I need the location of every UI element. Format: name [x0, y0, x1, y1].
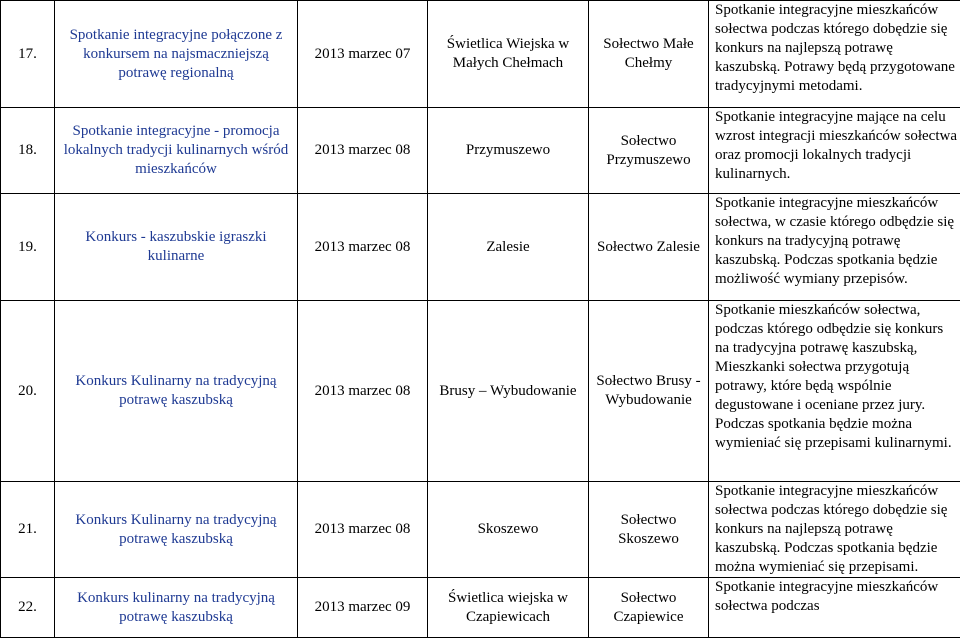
event-date: 2013 marzec 08 — [298, 108, 428, 194]
event-organizer: Sołectwo Zalesie — [589, 194, 709, 301]
event-place: Skoszewo — [428, 482, 589, 578]
table-row — [1, 108, 960, 194]
event-title: Spotkanie integracyjne połączone z konkursem na najsmaczniejszą potrawę regionalną — [55, 1, 298, 108]
event-description: Spotkanie integracyjne mieszkańców sołectwa podczas — [709, 578, 960, 638]
table-row — [1, 578, 960, 638]
row-number: 19. — [1, 194, 55, 301]
table-row — [1, 1, 960, 108]
event-organizer: Sołectwo Brusy - Wybudowanie — [589, 301, 709, 482]
event-organizer: Sołectwo Przymuszewo — [589, 108, 709, 194]
event-description: Spotkanie integracyjne mieszkańców sołectwa, w czasie którego odbędzie się konkurs na tradycyjną potrawę kaszubską. Podczas spotkania będzie możliwość wymiany przepisów. — [709, 194, 960, 301]
event-description: Spotkanie integracyjne mieszkańców sołectwa podczas którego dobędzie się konkurs na najlepszą potrawę kaszubską. Podczas spotkania będzie można wymieniać się przepisami. — [709, 482, 960, 578]
row-number: 20. — [1, 301, 55, 482]
table-row — [1, 482, 960, 578]
event-organizer: Sołectwo Czapiewice — [589, 578, 709, 638]
event-organizer: Sołectwo Małe Chełmy — [589, 1, 709, 108]
event-description: Spotkanie mieszkańców sołectwa, podczas którego odbędzie się konkurs na tradycyjna potrawę kaszubską, Mieszkanki sołectwa przygotują potrawy, które będą wspólnie degustowane i oceniane przez jury. Podczas spotkania będzie można wymieniać się przepisami kulinarnymi. — [709, 301, 960, 482]
event-title: Konkurs Kulinarny na tradycyjną potrawę kaszubską — [55, 482, 298, 578]
event-description: Spotkanie integracyjne mające na celu wzrost integracji mieszkańców sołectwa oraz promocji lokalnych tradycji kulinarnych. — [709, 108, 960, 194]
event-organizer: Sołectwo Skoszewo — [589, 482, 709, 578]
row-number: 22. — [1, 578, 55, 638]
event-date: 2013 marzec 08 — [298, 194, 428, 301]
event-date: 2013 marzec 08 — [298, 482, 428, 578]
event-description: Spotkanie integracyjne mieszkańców sołectwa podczas którego dobędzie się konkurs na najlepszą potrawę kaszubską. Potrawy będą przygotowane tradycyjnymi metodami. — [709, 1, 960, 108]
row-number: 18. — [1, 108, 55, 194]
table-row — [1, 194, 960, 301]
event-date: 2013 marzec 07 — [298, 1, 428, 108]
event-title: Konkurs Kulinarny na tradycyjną potrawę kaszubską — [55, 301, 298, 482]
event-place: Zalesie — [428, 194, 589, 301]
event-place: Brusy – Wybudowanie — [428, 301, 589, 482]
event-date: 2013 marzec 09 — [298, 578, 428, 638]
event-place: Świetlica Wiejska w Małych Chełmach — [428, 1, 589, 108]
table-row — [1, 301, 960, 482]
event-place: Świetlica wiejska w Czapiewicach — [428, 578, 589, 638]
event-title: Spotkanie integracyjne - promocja lokalnych tradycji kulinarnych wśród mieszkańców — [55, 108, 298, 194]
event-place: Przymuszewo — [428, 108, 589, 194]
event-title: Konkurs kulinarny na tradycyjną potrawę kaszubską — [55, 578, 298, 638]
row-number: 17. — [1, 1, 55, 108]
event-title: Konkurs - kaszubskie igraszki kulinarne — [55, 194, 298, 301]
row-number: 21. — [1, 482, 55, 578]
event-date: 2013 marzec 08 — [298, 301, 428, 482]
